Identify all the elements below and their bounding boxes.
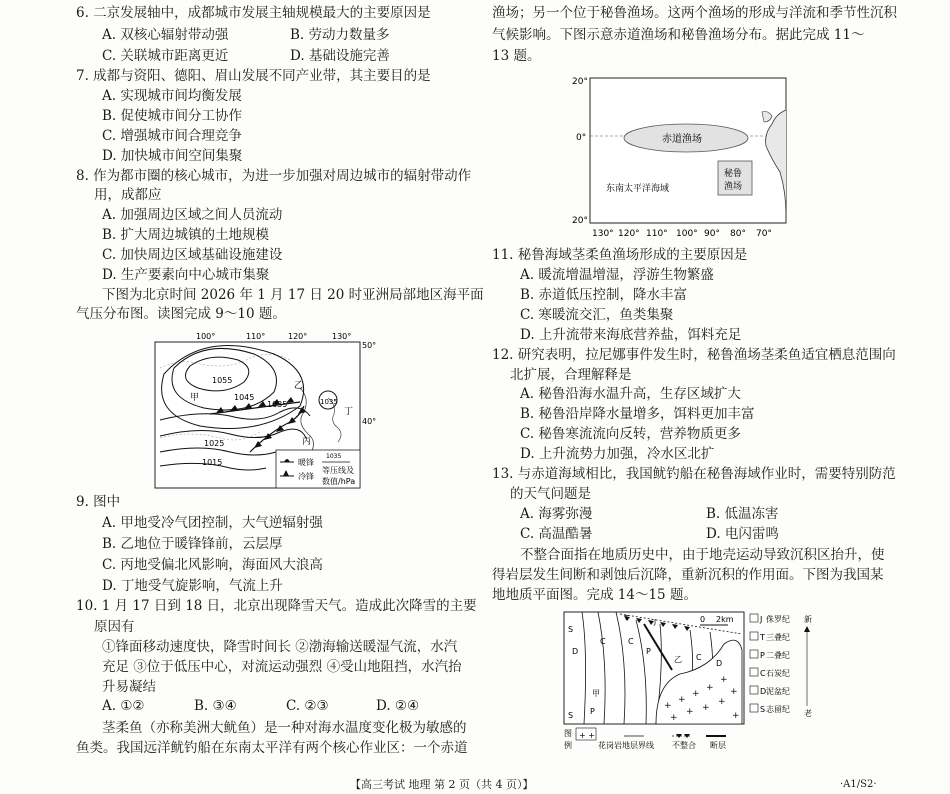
q8-stem-line1: 8. 作为都市圈的核心城市，为进一步加强对周边城市的辐射带动作 bbox=[76, 168, 472, 184]
peru-fishery-label-1: 秘鲁 bbox=[724, 169, 743, 179]
legend-isobar-value: 1035 bbox=[326, 453, 342, 460]
legend-code-s: S bbox=[760, 705, 766, 714]
legend-warm-front: 暖锋 bbox=[298, 458, 314, 467]
strata-letter-j: J bbox=[654, 618, 657, 626]
q10-statement-line2: 充足 ③位于低压中心，对流运动强烈 ④受山地阻挡，水汽抬 bbox=[102, 659, 462, 675]
strata-letter-c3: C bbox=[696, 653, 702, 662]
lat-label-40: 40° bbox=[362, 417, 377, 426]
q9-option-d: D. 丁地受气旋影响，气流上升 bbox=[102, 578, 283, 594]
q11-option-b: B. 赤道低压控制，降水丰富 bbox=[520, 287, 688, 303]
q13-option-c: C. 高温酷暑 bbox=[520, 526, 593, 542]
place-bing: 丙 bbox=[302, 437, 312, 447]
q8-option-c: C. 加快周边区域基础设施建设 bbox=[102, 247, 283, 263]
q10-statement-line3: 升易凝结 bbox=[102, 679, 156, 695]
lon-label-110: 110° bbox=[246, 332, 266, 341]
q11-stem: 11. 秘鲁海域茎柔鱼渔场形成的主要原因是 bbox=[492, 247, 748, 263]
intro-11-13-cont-line3: 13 题。 bbox=[492, 48, 541, 64]
q13-option-b: B. 低温冻害 bbox=[706, 506, 779, 522]
lon-label-120: 120° bbox=[288, 332, 308, 341]
q13-stem-line1: 13. 与赤道海域相比，我国鱿钓船在秘鲁海域作业时，需要特别防范 bbox=[492, 466, 896, 482]
legend-granite: 花岗岩 bbox=[598, 741, 622, 750]
equator-fishery-label: 赤道渔场 bbox=[662, 134, 702, 145]
legend-title-1: 图 bbox=[564, 729, 572, 738]
isobar-label-1025: 1025 bbox=[204, 439, 225, 448]
legend-code-c: C bbox=[760, 669, 766, 678]
legend-code-j: J bbox=[760, 615, 763, 624]
lon-label-90: 90° bbox=[704, 229, 720, 239]
strata-letter-s2: S bbox=[568, 711, 574, 720]
strata-letter-jia: 甲 bbox=[592, 689, 600, 698]
legend-new-label: 新 bbox=[804, 615, 812, 624]
svg-text:+ +: + + bbox=[579, 731, 595, 740]
lon-label-130: 130° bbox=[332, 332, 352, 341]
svg-text:+: + bbox=[732, 711, 740, 721]
q13-option-a: A. 海雾弥漫 bbox=[520, 506, 593, 522]
q10-statement-line1: ①锋面移动速度快，降雪时间长 ②渤海输送暖湿气流，水汽 bbox=[102, 639, 458, 655]
isobar-label-1035: 1035 bbox=[267, 400, 288, 409]
geology-map bbox=[560, 610, 820, 754]
intro-11-13-line2: 鱼类。我国远洋鱿钓船在东南太平洋有两个核心作业区：一个赤道 bbox=[76, 740, 468, 756]
legend-name-j: 侏罗纪 bbox=[766, 615, 790, 624]
lon-label-70: 70° bbox=[756, 229, 772, 239]
isobar-label-1035-east: 1035 bbox=[320, 398, 338, 406]
q13-stem-line2: 的天气问题是 bbox=[510, 486, 591, 502]
q12-option-a: A. 秘鲁沿海水温升高，生存区域扩大 bbox=[520, 386, 741, 402]
q10-option-b: B. ③④ bbox=[194, 698, 237, 714]
lat-label-20n: 20° bbox=[572, 77, 588, 87]
q13-option-d: D. 电闪雷鸣 bbox=[706, 526, 779, 542]
q12-option-d: D. 上升流势力加强，冷水区北扩 bbox=[520, 446, 715, 462]
q11-option-d: D. 上升流带来海底营养盐，饵料充足 bbox=[520, 327, 742, 343]
legend-boundary: 地层界线 bbox=[622, 741, 654, 750]
place-yi: 乙 bbox=[294, 381, 304, 391]
q12-option-b: B. 秘鲁沿岸降水量增多，饵料更加丰富 bbox=[520, 406, 755, 422]
place-ding: 丁 bbox=[344, 407, 354, 417]
q9-option-c: C. 丙地受偏北风影响，海面风大浪高 bbox=[102, 557, 323, 573]
svg-text:+: + bbox=[670, 713, 678, 723]
place-jia: 甲 bbox=[190, 393, 200, 403]
q10-stem-line2: 原因有 bbox=[94, 619, 135, 635]
svg-text:+: + bbox=[678, 695, 686, 705]
isobar-label-1015: 1015 bbox=[202, 458, 223, 467]
strata-letter-d2: D bbox=[716, 659, 723, 668]
strata-letter-d1: D bbox=[572, 647, 579, 656]
strata-letter-yi: 乙 bbox=[674, 655, 682, 664]
q10-stem-line1: 10. 1 月 17 日到 18 日，北京出现降雪天气。造成此次降雪的主要 bbox=[76, 598, 477, 614]
q8-stem-line2: 用，成都应 bbox=[94, 187, 162, 203]
strata-letter-c1: C bbox=[600, 637, 606, 646]
legend-isobar-label-1: 等压线及 bbox=[322, 466, 354, 475]
svg-text:+: + bbox=[730, 687, 738, 697]
lon-label-130: 130° bbox=[592, 229, 614, 239]
intro-11-13-line1: 茎柔鱼（亦称美洲大鱿鱼）是一种对海水温度变化极为敏感的 bbox=[102, 720, 467, 736]
q8-option-b: B. 扩大周边城镇的土地规模 bbox=[102, 227, 270, 243]
q8-option-d: D. 生产要素向中心城市集聚 bbox=[102, 267, 270, 283]
legend-name-d: 泥盆纪 bbox=[766, 687, 790, 696]
legend-unconformity: 不整合 bbox=[672, 741, 696, 750]
legend-old-label: 老 bbox=[804, 709, 812, 718]
footer-code: ·A1/S2· bbox=[840, 779, 877, 790]
svg-text:+: + bbox=[718, 697, 726, 707]
lon-label-100: 100° bbox=[196, 332, 216, 341]
intro-9-10-line1: 下图为北京时间 2026 年 1 月 17 日 20 时亚洲局部地区海平面 bbox=[102, 287, 484, 303]
q10-option-c: C. ②③ bbox=[286, 698, 329, 714]
q6-stem: 6. 二京发展轴中，成都城市发展主轴规模最大的主要原因是 bbox=[76, 5, 431, 21]
intro-14-15-line3: 地地质平面图。完成 14～15 题。 bbox=[492, 587, 697, 603]
legend-name-c: 石炭纪 bbox=[766, 669, 790, 678]
q9-stem: 9. 图中 bbox=[76, 494, 121, 510]
strata-letter-p1: P bbox=[646, 647, 651, 656]
svg-text:+: + bbox=[686, 707, 694, 717]
fishery-map bbox=[566, 70, 806, 242]
q11-option-a: A. 暖流增温增湿，浮游生物繁盛 bbox=[520, 267, 714, 283]
lon-label-120: 120° bbox=[618, 229, 640, 239]
isobar-label-1055: 1055 bbox=[212, 376, 233, 385]
q7-option-b: B. 促使城市间分工协作 bbox=[102, 108, 243, 124]
intro-11-13-cont-line1: 渔场；另一个位于秘鲁渔场。这两个渔场的形成与洋流和季节性沉积 bbox=[492, 5, 897, 21]
isobar-label-1045: 1045 bbox=[234, 393, 255, 402]
q12-option-c: C. 秘鲁寒流流向反转，营养物质更多 bbox=[520, 426, 741, 442]
q7-option-c: C. 增强城市间合理竞争 bbox=[102, 128, 242, 144]
lat-label-0: 0° bbox=[576, 133, 587, 143]
legend-cold-front: 冷锋 bbox=[298, 472, 314, 481]
legend-code-d: D bbox=[760, 687, 767, 696]
strata-letter-p2: P bbox=[590, 707, 595, 716]
intro-11-13-cont-line2: 气候影响。下图示意赤道渔场和秘鲁渔场分布。据此完成 11～ bbox=[492, 27, 865, 43]
ocean-label: 东南太平洋海域 bbox=[606, 184, 670, 194]
page-footer bbox=[0, 776, 950, 794]
q9-option-b: B. 乙地位于暖锋锋前，云层厚 bbox=[102, 536, 283, 552]
q11-option-c: C. 寒暖流交汇，鱼类集聚 bbox=[520, 307, 674, 323]
svg-text:+: + bbox=[720, 675, 728, 685]
q6-option-b: B. 劳动力数量多 bbox=[290, 27, 390, 43]
q12-stem-line1: 12. 研究表明，拉尼娜事件发生时，秘鲁渔场茎柔鱼适宜栖息范围向 bbox=[492, 347, 896, 363]
q7-stem: 7. 成都与资阳、德阳、眉山发展不同产业带，其主要目的是 bbox=[76, 68, 431, 84]
intro-14-15-line2: 得岩层发生间断和剥蚀后沉降，重新沉积的作用面。下图为我国某 bbox=[492, 567, 884, 583]
footer-center: 【高三考试 地理 第 2 页（共 4 页）】 bbox=[350, 778, 534, 791]
intro-9-10-line2: 气压分布图。读图完成 9～10 题。 bbox=[76, 306, 286, 322]
legend-fault: 断层 bbox=[710, 741, 726, 750]
lon-label-80: 80° bbox=[730, 229, 746, 239]
q8-option-a: A. 加强周边区域之间人员流动 bbox=[102, 207, 283, 223]
legend-name-p: 二叠纪 bbox=[766, 651, 790, 660]
svg-text:+: + bbox=[664, 701, 672, 711]
lat-label-50: 50° bbox=[362, 341, 377, 350]
q10-option-d: D. ②④ bbox=[376, 698, 420, 714]
q7-option-a: A. 实现城市间均衡发展 bbox=[102, 88, 242, 104]
strata-letter-c2: C bbox=[628, 637, 634, 646]
lat-label-20s: 20° bbox=[572, 216, 588, 226]
q6-option-c: C. 关联城市距离更近 bbox=[102, 48, 229, 64]
svg-text:+: + bbox=[706, 683, 714, 693]
scale-zero: 0 bbox=[700, 615, 706, 624]
strata-letter-s1: S bbox=[568, 625, 574, 634]
peru-fishery-label-2: 渔场 bbox=[724, 182, 743, 192]
q12-stem-line2: 北扩展，合理解释是 bbox=[510, 367, 632, 383]
legend-name-t: 三叠纪 bbox=[766, 633, 790, 642]
scale-value: 2km bbox=[716, 615, 734, 624]
svg-text:+: + bbox=[692, 689, 700, 699]
legend-name-s: 志留纪 bbox=[766, 705, 790, 714]
legend-title-2: 例 bbox=[564, 741, 572, 750]
q10-option-a: A. ①② bbox=[102, 698, 145, 714]
q6-option-a: A. 双核心辐射带动强 bbox=[102, 27, 229, 43]
strata-letter-t: T bbox=[624, 614, 629, 622]
lon-label-100: 100° bbox=[676, 229, 698, 239]
q6-option-d: D. 基础设施完善 bbox=[290, 48, 390, 64]
legend-isobar-label-2: 数值/hPa bbox=[322, 477, 356, 486]
lon-label-110: 110° bbox=[646, 229, 668, 239]
legend-code-p: P bbox=[760, 651, 765, 660]
pressure-map bbox=[150, 328, 380, 493]
legend-code-t: T bbox=[760, 633, 765, 642]
q9-option-a: A. 甲地受冷气团控制，大气逆辐射强 bbox=[102, 515, 323, 531]
q7-option-d: D. 加快城市间空间集聚 bbox=[102, 148, 243, 164]
svg-text:+: + bbox=[702, 703, 710, 713]
intro-14-15-line1: 不整合面指在地质历史中，由于地壳运动导致沉积区抬升，使 bbox=[520, 547, 885, 563]
